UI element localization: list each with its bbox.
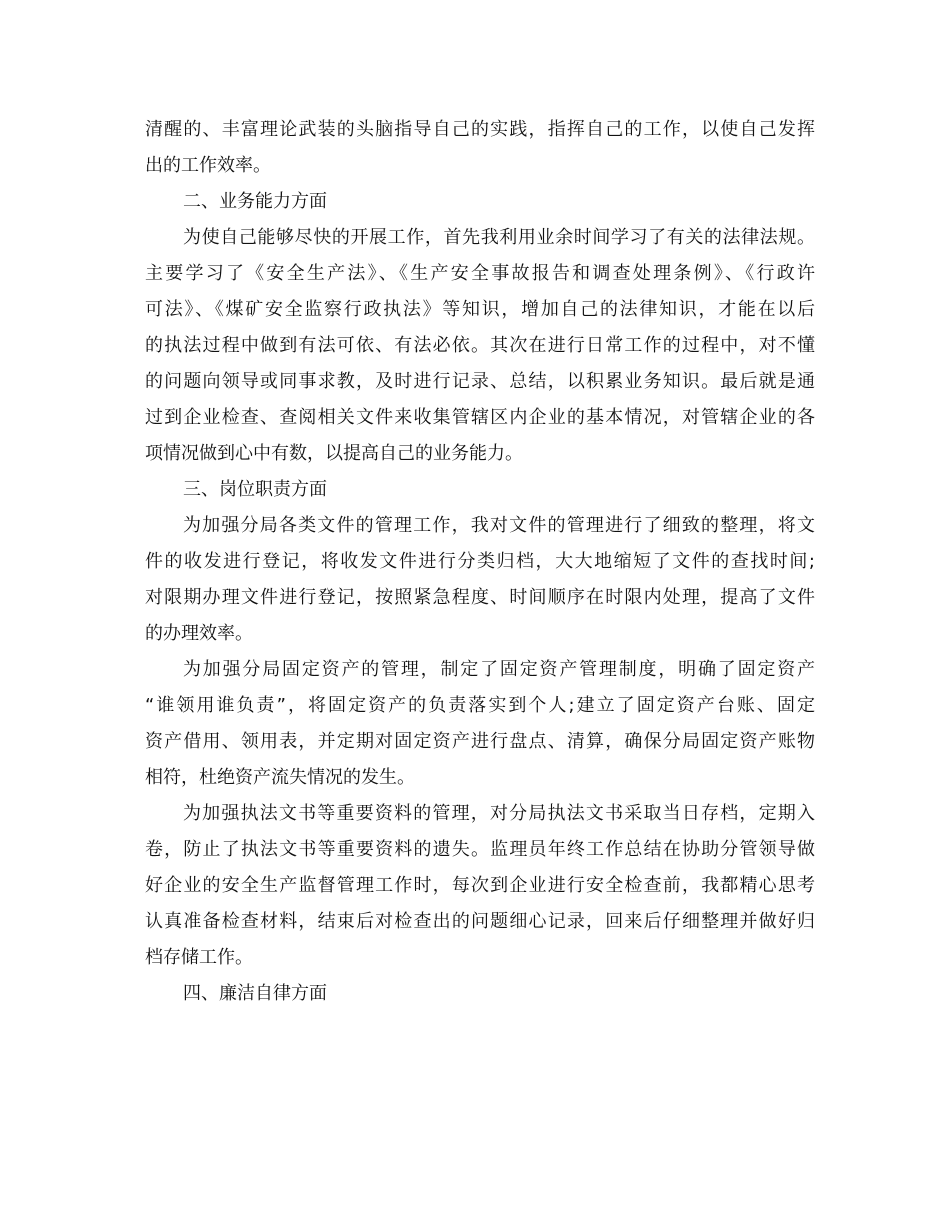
- paragraph-line: 为加强执法文书等重要资料的管理，对分局执法文书采取当日存档，定期入: [183, 803, 815, 824]
- paragraph-line: 卷，防止了执法文书等重要资料的遗失。监理员年终工作总结在协助分管领导做: [145, 839, 815, 860]
- paragraph-line: 的执法过程中做到有法可依、有法必依。其次在进行日常工作的过程中，对不懂: [145, 335, 815, 356]
- paragraph-line: 主要学习了《安全生产法》、《生产安全事故报告和调查处理条例》、《行政许: [145, 263, 815, 284]
- paragraph-line: 好企业的安全生产监督管理工作时，每次到企业进行安全检查前，我都精心思考: [145, 875, 815, 896]
- paragraph-line: 件的收发进行登记，将收发文件进行分类归档，大大地缩短了文件的查找时间;: [145, 551, 815, 572]
- paragraph-line: 出的工作效率。: [145, 155, 271, 176]
- section-heading: 三、岗位职责方面: [183, 479, 327, 500]
- paragraph-line: 的办理效率。: [145, 623, 253, 644]
- paragraph-line: 过到企业检查、查阅相关文件来收集管辖区内企业的基本情况，对管辖企业的各: [145, 407, 815, 428]
- paragraph-line: 档存储工作。: [145, 947, 253, 968]
- paragraph-line: 清醒的、丰富理论武装的头脑指导自己的实践，指挥自己的工作，以使自己发挥: [145, 119, 815, 140]
- paragraph-line: 为使自己能够尽快的开展工作，首先我利用业余时间学习了有关的法律法规。: [183, 227, 815, 248]
- paragraph-line: 为加强分局固定资产的管理，制定了固定资产管理制度，明确了固定资产: [183, 659, 815, 680]
- paragraph-line: 相符，杜绝资产流失情况的发生。: [145, 767, 415, 788]
- paragraph-line: 为加强分局各类文件的管理工作，我对文件的管理进行了细致的整理，将文: [183, 515, 815, 536]
- paragraph-line: “谁领用谁负责”，将固定资产的负责落实到个人;建立了固定资产台账、固定: [145, 695, 815, 716]
- paragraph-line: 项情况做到心中有数，以提高自己的业务能力。: [145, 443, 523, 464]
- document-body: [145, 112, 815, 1012]
- paragraph-line: 认真准备检查材料，结束后对检查出的问题细心记录，回来后仔细整理并做好归: [145, 911, 815, 932]
- paragraph-line: 的问题向领导或同事求教，及时进行记录、总结，以积累业务知识。最后就是通: [145, 371, 815, 392]
- paragraph-line: 可法》、《煤矿安全监察行政执法》等知识，增加自己的法律知识，才能在以后: [145, 299, 815, 320]
- paragraph-line: 对限期办理文件进行登记，按照紧急程度、时间顺序在时限内处理，提高了文件: [145, 587, 815, 608]
- section-heading: 四、廉洁自律方面: [183, 983, 327, 1004]
- section-heading: 二、业务能力方面: [183, 191, 327, 212]
- paragraph-line: 资产借用、领用表，并定期对固定资产进行盘点、清算，确保分局固定资产账物: [145, 731, 815, 752]
